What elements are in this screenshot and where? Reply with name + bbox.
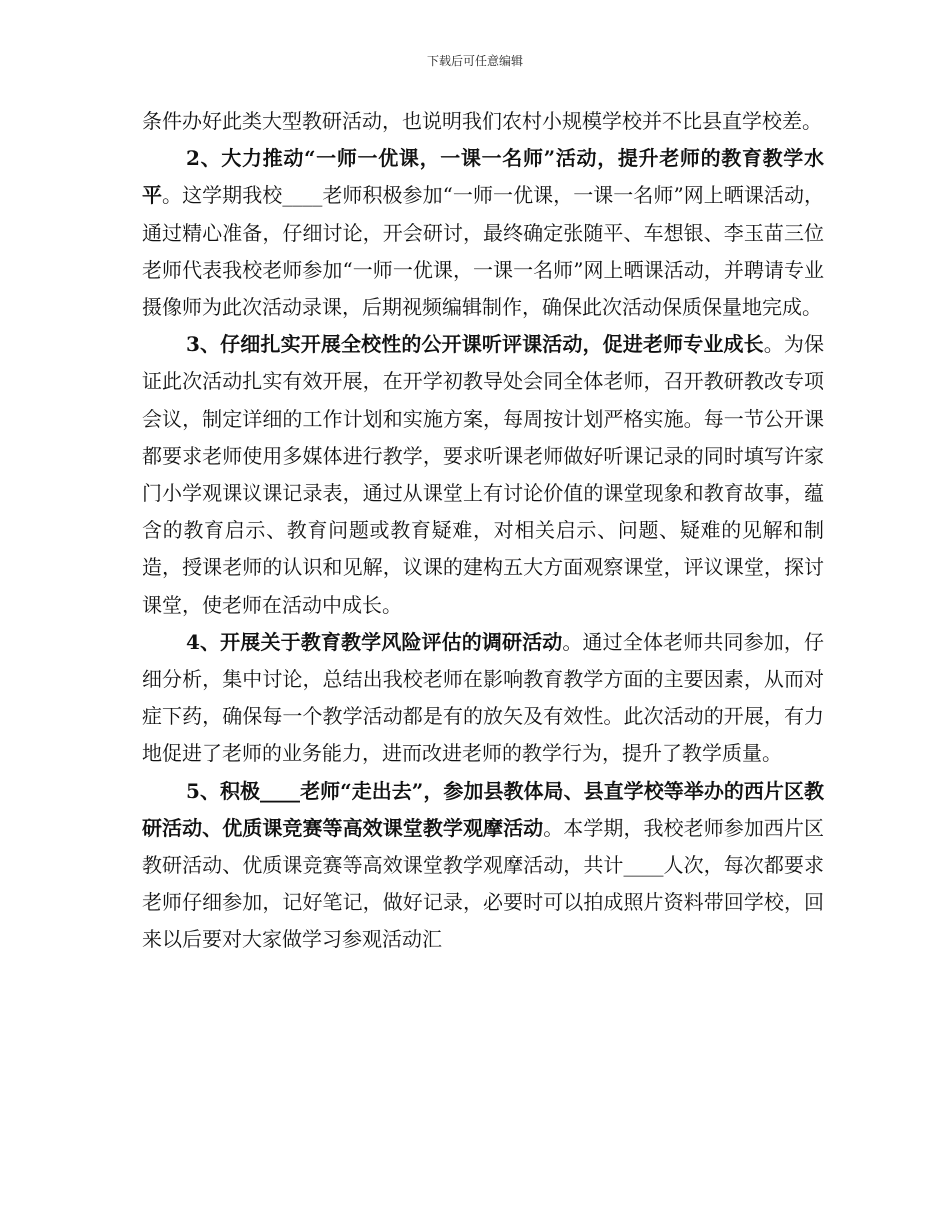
paragraph-body: 条件办好此类大型教研活动，也说明我们农村小规模学校并不比县直学校差。 (142, 109, 822, 133)
document-body (142, 103, 824, 959)
paragraph-item-4 (142, 624, 824, 773)
paragraph-item-2 (142, 140, 824, 326)
paragraph-body: 。通过全体老师共同参加，仔细分析，集中讨论，总结出我校老师在影响教育教学方面的主要因素，从而对症下药，确保每一个教学活动都是有的放矢及有效性。此次活动的开展，有力地促进了老师的业务能力，进而改进老师的教学行为，提升了教学质量。 (142, 629, 825, 766)
paragraph-continuation (142, 103, 824, 140)
paragraph-body: 。本学期，我校老师参加西片区教研活动、优质课竞赛等高效课堂教学观摩活动，共计____人次，每次都要求老师仔细参加，记好笔记，做好记录，必要时可以拍成照片资料带回学校，回来以后要对大家做学习参观活动汇 (142, 815, 825, 952)
paragraph-item-3 (142, 326, 824, 624)
paragraph-lead: 2、大力推动“一师一优课，一课一名师”活动，提升老师的教育教学水平 (142, 146, 824, 208)
page-header: 下载后可任意编辑 (426, 54, 523, 68)
paragraph-body: 。为保证此次活动扎实有效开展，在开学初教导处会同全体老师，召开教研教改专项会议，制定详细的工作计划和实施方案，每周按计划严格实施。每一节公开课都要求老师使用多媒体进行教学，要求听课老师做好听课记录的同时填写许家门小学观课议课记录表，通过从课堂上有讨论价值的课堂现象和教育故事，蕴含的教育启示、教育问题或教育疑难，对相关启示、问题、疑难的见解和制造，授课老师的认识和见解，议课的建构五大方面观察课堂，评议课堂，探讨课堂，使老师在活动中成长。 (142, 332, 824, 617)
paragraph-item-5 (142, 773, 824, 959)
paragraph-body: 。这学期我校____老师积极参加“一师一优课，一课一名师”网上晒课活动，通过精心准备，仔细讨论，开会研讨，最终确定张随平、车想银、李玉苗三位老师代表我校老师参加“一师一优课，一课一名师”网上晒课活动，并聘请专业摄像师为此次活动录课，后期视频编辑制作，确保此次活动保质保量地完成。 (142, 183, 824, 320)
paragraph-lead: 5、积极____老师“走出去”，参加县教体局、县直学校等举办的西片区教研活动、优质课竞赛等高效课堂教学观摩活动 (142, 778, 824, 840)
paragraph-lead: 4、开展关于教育教学风险评估的调研活动 (186, 629, 563, 654)
paragraph-lead: 3、仔细扎实开展全校性的公开课听评课活动，促进老师专业成长 (186, 332, 764, 357)
